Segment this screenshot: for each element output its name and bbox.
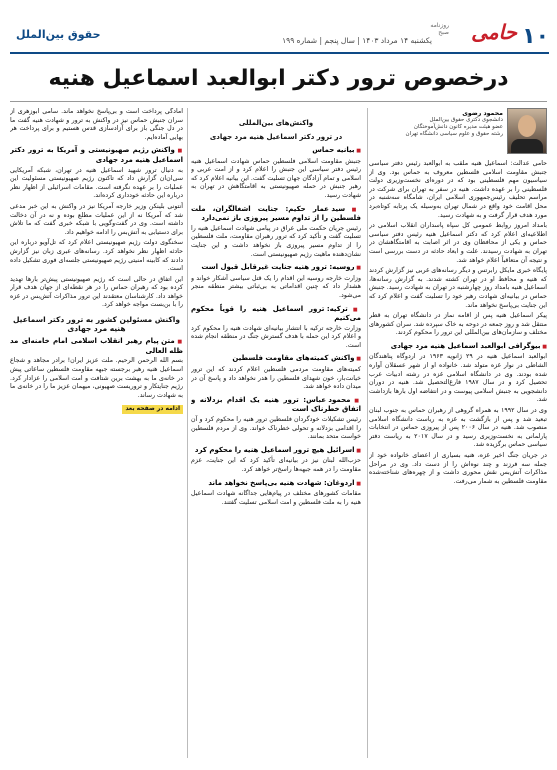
author-line: دانشجوی دکتری حقوق بین‌الملل: [429, 117, 503, 123]
continued-tag: ادامه در صفحه بعد: [122, 405, 183, 414]
column-middle: [191, 118, 361, 768]
subheading: ■ روسیه: ترور هنیه جنایت غیرقابل قبول است: [191, 263, 361, 273]
column-divider: [367, 108, 368, 758]
title-rule: [10, 101, 547, 102]
paragraph: جنبش مقاومت اسلامی فلسطین حماس شهادت اسماعیل هنیه رئیس دفتر سیاسی این جنبش را اعلام کرد و از امت عربی و اسلامی و تمام آزادگان جهان تسلیت گفت. این بیانیه اعلام کرد که رهبر جنبش در حمله صهیونیستی به اقامتگاهش در تهران به شهادت رسید.: [191, 157, 361, 199]
paragraph: سخنگوی دولت رژیم صهیونیستی اعلام کرد که تل‌آویو درباره این حادثه اظهار نظر نخواهد کرد. رسانه‌های عبری زبان نیز گزارش دادند که کابینه امنیتی رژیم صهیونیستی جلسه‌ای فوری تشکیل داده است.: [10, 239, 183, 273]
paragraph: وی در سال ۱۹۹۲ به همراه گروهی از رهبران حماس به جنوب لبنان تبعید شد و پس از بازگشت به غزه به ریاست دانشگاه اسلامی منصوب شد. هنیه در سال ۲۰۰۶ پس از پیروزی حماس در انتخابات پارلمانی به نخست‌وزیری رسید و در سال ۲۰۱۷ به ریاست دفتر سیاسی حماس برگزیده شد.: [369, 407, 547, 449]
author-line: عضو هیئت مدیره کانون دانش‌آموختگان: [413, 124, 503, 130]
author-info: [371, 110, 503, 138]
subheading: ■ واکنش کمیته‌های مقاومت فلسطین: [191, 354, 361, 364]
paragraph: رئیس تشکیلات خودگردان فلسطین ترور هنیه را محکوم کرد و آن را اقدامی بزدلانه و تحولی خطرناک خواند. وی از مردم فلسطین خواست متحد بمانند.: [191, 416, 361, 441]
subheading: ■ بیانیه حماس: [191, 146, 361, 156]
box-title: واکنش‌های بین‌المللی: [238, 119, 314, 127]
subheading: ■ اسرائیل هیچ ترور اسماعیل هنیه را محکوم کرد: [191, 446, 361, 456]
box-title: واکنش مسئولین کشور به ترور دکتر اسماعیل هنیه مرد جهادی: [12, 315, 181, 333]
paragraph: به دنبال ترور شهید اسماعیل هنیه در تهران، شبکه آمریکایی سی‌ان‌ان گزارش داد که تاکنون رژیم صهیونیستی مسئولیت این عملیات را بر عهده نگرفته است. مقامات اسرائیلی از اظهار نظر درباره این حادثه خودداری کرده‌اند.: [10, 166, 183, 200]
box-subtitle: در ترور دکتر اسماعیل هنیه مرد جهادی: [209, 133, 343, 141]
paragraph: پیکر اسماعیل هنیه پس از اقامه نماز در دانشگاه تهران به قطر منتقل شد و روز جمعه در دوحه به خاک سپرده شد. سران کشورهای مختلف و سازمان‌های بین‌المللی این ترور را محکوم کردند.: [369, 312, 547, 337]
author-card: [369, 108, 547, 156]
paragraph: حزب‌الله لبنان نیز در بیانیه‌ای تأکید کرد که این جنایت، عزم مقاومت را در همه جبهه‌ها راسخ‌تر خواهد کرد.: [191, 457, 361, 473]
paragraph: آمادگی پرداخت است و بی‌پاسخ نخواهد ماند. سامی ابوزهری از سران جنبش حماس نیز در واکنش به ترور و شهادت هنیه گفت ما در دل جنگی باز برای آزادسازی قدس هستیم و برای پرداخت هر بهایی آماده‌ایم.: [10, 108, 183, 141]
paragraph: پایگاه خبری مایکل رابرتس و دیگر رسانه‌های غربی نیز گزارش کردند که هنیه و محافظ او در تهران کشته شدند. به گزارش رسانه‌ها، اسماعیل هنیه بامداد روز چهارشنبه در تهران به شهادت رسید. جنبش حماس در بیانیه‌ای شهادت رهبر خود را تسلیت گفت و اعلام کرد که این جنایت بی‌پاسخ نخواهد ماند.: [369, 267, 547, 309]
paragraph: حامی عدالت: اسماعیل هنیه ملقب به ابوالعبد رئیس دفتر سیاسی جنبش مقاومت اسلامی فلسطین معروف به حماس بود. وی از سیاسیون مهم فلسطینی بود که در دوره‌ای نخست‌وزیری دولت فلسطینی را بر عهده داشت. هنیه در سفر به تهران برای شرکت در مراسم تحلیف رئیس‌جمهوری اسلامی ایران، شامگاه سه‌شنبه در محل اقامت خود واقع در شمال تهران به‌وسیله یک پرتابه کوتاه‌برد مورد هدف قرار گرفت و به شهادت رسید.: [369, 160, 547, 219]
paragraph: در جریان جنگ اخیر غزه، هنیه بسیاری از اعضای خانواده خود از جمله سه فرزند و چند نوه‌اش را از دست داد. وی در مراحل مذاکرات آتش‌بس نقش محوری داشت و از چهره‌های شناخته‌شده مقاومت فلسطین به شمار می‌رفت.: [369, 452, 547, 485]
author-line: رشته حقوق و علوم سیاسی دانشگاه تهران: [405, 131, 503, 137]
paragraph: مقامات کشورهای مختلف در پیام‌هایی جداگانه شهادت اسماعیل هنیه را به ملت فلسطین و امت اسلامی تسلیت گفتند.: [191, 490, 361, 506]
subheading: ■ اردوغان: شهادت هنیه بی‌پاسخ نخواهد ماند: [191, 479, 361, 489]
paragraph: رئیس جریان حکمت ملی عراق در پیامی شهادت اسماعیل هنیه را تسلیت گفت و تأکید کرد که ترور رهبران مقاومت، ملت فلسطین را از تداوم مسیر پیروزی باز نخواهد داشت و این جنایت نشان‌دهنده ماهیت رژیم صهیونیستی است.: [191, 224, 361, 258]
paragraph: وزارت خارجه ترکیه با انتشار بیانیه‌ای شهادت هنیه را محکوم کرد و اعلام کرد این حمله با هدف گسترش جنگ در منطقه انجام شده است.: [191, 324, 361, 349]
column-divider: [187, 108, 188, 758]
article-title: درخصوص ترور دکتر ابوالعبد اسماعیل هنیه: [48, 66, 509, 91]
column-right: [369, 108, 547, 758]
paragraph: آنتونی بلینکن وزیر خارجه آمریکا نیز در واکنش به این خبر مدعی شد که آمریکا نه از این عملیات مطلع بوده و نه در آن دخالت داشته است. وی در گفت‌وگویی با شبکه خبری گفت که ما تلاش برای دستیابی به آتش‌بس را ادامه خواهیم داد.: [10, 202, 183, 236]
subheading: ■ بیوگرافی ابوالعبد اسماعیل هنیه مرد جهادی: [369, 342, 547, 352]
header-rule: [10, 52, 549, 54]
paragraph: ابوالعبد اسماعیل هنیه در ۲۹ ژانویه ۱۹۶۳ در اردوگاه پناهندگان الشاطی در نوار غزه متولد شد. خانواده او از شهر عسقلان آواره شده بودند. وی در دانشگاه اسلامی غزه در رشته ادبیات عرب تحصیل کرد و در سال ۱۹۸۷ فارغ‌التحصیل شد. هنیه در دوران دانشجویی به جنبش اسلامی پیوست و در انتفاضه اول بارها بازداشت شد.: [369, 353, 547, 404]
subheading: ■ محمود عباس: ترور هنیه یک اقدام بزدلانه و اتفاق خطرناک است: [191, 396, 361, 414]
logo-subtitle: روزنامه صبح: [430, 22, 449, 36]
page-header: [0, 0, 557, 60]
subheading: ■ ترکیه: ترور اسماعیل هنیه را قویاً محکوم می‌کنیم: [191, 305, 361, 323]
author-photo: [507, 108, 547, 154]
section-name: حقوق بین‌الملل: [16, 28, 101, 41]
column-left: [10, 108, 183, 758]
issue-dateline: یکشنبه ۱۴ مرداد ۱۴۰۳ | سال پنجم | شماره ۱۹۹: [282, 36, 432, 45]
paragraph: بسم الله الرحمن الرحیم. ملت عزیز ایران! برادر مجاهد و شجاع اسماعیل هنیه رهبر برجسته جبهه مقاومت فلسطین ساعاتی پیش در خانه‌ی ما به بهشت برین شتافت و امت اسلامی را عزادار کرد. رژیم جنایتکار و تروریست صهیونی، میهمان عزیز ما را در خانه‌ی ما به شهادت رساند.: [10, 357, 183, 399]
subheading: ■ متن پیام رهبر انقلاب اسلامی امام خامنه‌ای مد ظله العالی: [10, 337, 183, 355]
paragraph: بامداد امروز روابط عمومی کل سپاه پاسداران انقلاب اسلامی در اطلاعیه‌ای اعلام کرد که دکتر اسماعیل هنیه رئیس دفتر سیاسی حماس و یکی از محافظان وی در اثر اصابت به اقامتگاهشان در تهران به شهادت رسیدند. علت و ابعاد حادثه در دست بررسی است و نتیجه آن متعاقباً اعلام خواهد شد.: [369, 222, 547, 264]
paragraph: کمیته‌های مقاومت مردمی فلسطین اعلام کردند که این ترور خیانت‌بار، خون شهدای فلسطین را هدر نخواهد داد و پاسخ آن در میدان داده خواهد شد.: [191, 366, 361, 391]
author-name: محمود رضوی: [462, 110, 503, 117]
paragraph: این اتفاق در حالی است که رژیم صهیونیستی پیش‌تر بارها تهدید کرده بود که رهبران حماس را در هر نقطه‌ای از جهان هدف قرار خواهد داد. کارشناسان معتقدند این ترور مذاکرات آتش‌بس در غزه را با بن‌بست مواجه خواهد کرد.: [10, 275, 183, 309]
page-number: ۱۰: [522, 24, 549, 49]
subheading: ■ سید عمار حکیم: جنایت اشغالگران، ملت فلسطین را از تداوم مسیر پیروزی باز نمی‌دارد: [191, 205, 361, 223]
paragraph: وزارت خارجه روسیه این اقدام را یک قتل سیاسی آشکار خواند و هشدار داد که چنین اقداماتی به بی‌ثباتی بیشتر منطقه منجر می‌شود.: [191, 274, 361, 299]
newspaper-logo: حامی: [471, 20, 517, 44]
subheading: ■ واکنش رژیم صهیونیستی و آمریکا به ترور دکتر اسماعیل هنیه مرد جهادی: [10, 146, 183, 164]
